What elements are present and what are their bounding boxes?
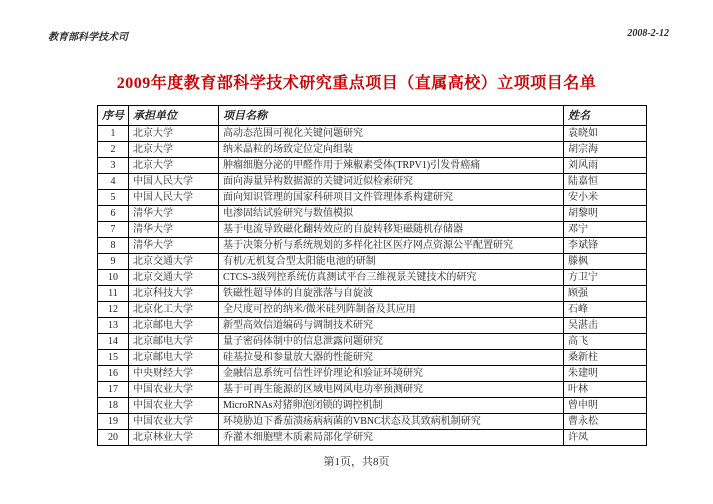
cell-unit: 北京化工大学 [129,302,219,318]
cell-name: 吴湛击 [564,318,647,334]
cell-no: 8 [98,238,129,254]
cell-name: 石峰 [564,302,647,318]
col-header-unit: 承担单位 [129,106,219,126]
table-row [98,350,647,366]
table-row [98,222,647,238]
cell-unit: 北京大学 [129,158,219,174]
cell-unit: 北京交通大学 [129,270,219,286]
cell-unit: 清华大学 [129,206,219,222]
cell-unit: 清华大学 [129,238,219,254]
table-row [98,302,647,318]
table-row [98,430,647,446]
cell-project: 有机/无机复合型太阳能电池的研制 [219,254,564,270]
department-header: 教育部科学技术司 [48,32,128,43]
cell-name: 曹永松 [564,414,647,430]
cell-name: 陆嘉恒 [564,174,647,190]
cell-name: 曾申明 [564,398,647,414]
page-number: 第1页，共8页 [323,456,390,468]
cell-project: 基于决策分析与系统规划的多样化社区医疗网点资源公平配置研究 [219,238,564,254]
cell-no: 9 [98,254,129,270]
cell-unit: 北京邮电大学 [129,318,219,334]
header-row [98,106,647,126]
cell-unit: 北京大学 [129,142,219,158]
cell-unit: 中国农业大学 [129,414,219,430]
table-row [98,238,647,254]
cell-no: 20 [98,430,129,446]
cell-project: 新型高效信道编码与调制技术研究 [219,318,564,334]
cell-project: 铁磁性超导体的自旋涨落与自旋波 [219,286,564,302]
cell-no: 14 [98,334,129,350]
table-row [98,158,647,174]
col-header-no: 序号 [98,106,129,126]
cell-no: 16 [98,366,129,382]
table-row [98,270,647,286]
cell-project: CTCS-3级列控系统仿真测试平台三维视景关键技术的研究 [219,270,564,286]
cell-name: 方卫宁 [564,270,647,286]
projects-table-container [97,105,646,446]
cell-project: 全尺度可控的纳米/微米硅列阵制备及其应用 [219,302,564,318]
cell-unit: 中央财经大学 [129,366,219,382]
cell-project: 面向知识管理的国家科研项目文件管理体系构建研究 [219,190,564,206]
col-header-project: 项目名称 [219,106,564,126]
cell-unit: 北京科技大学 [129,286,219,302]
table-row [98,254,647,270]
cell-no: 13 [98,318,129,334]
cell-name: 滕枫 [564,254,647,270]
cell-no: 15 [98,350,129,366]
cell-no: 1 [98,126,129,142]
projects-table [97,105,647,446]
cell-no: 3 [98,158,129,174]
table-row [98,190,647,206]
cell-no: 17 [98,382,129,398]
cell-name: 顾强 [564,286,647,302]
cell-project: 金融信息系统可信性评价理论和验证环境研究 [219,366,564,382]
cell-project: 电渗固结试验研究与数值模拟 [219,206,564,222]
cell-project: 硅基拉曼和参量放大器的性能研究 [219,350,564,366]
cell-no: 18 [98,398,129,414]
cell-no: 5 [98,190,129,206]
cell-project: 环境胁迫下番茄溃疡病病菌的VBNC状态及其致病机制研究 [219,414,564,430]
cell-no: 4 [98,174,129,190]
cell-name: 朱建明 [564,366,647,382]
page-title: 2009年度教育部科学技术研究重点项目（直属高校）立项项目名单 [116,75,597,92]
cell-name: 安小米 [564,190,647,206]
cell-name: 刘风雨 [564,158,647,174]
cell-name: 胡黎明 [564,206,647,222]
cell-project: 基于可再生能源的区域电网风电功率预测研究 [219,382,564,398]
cell-unit: 中国农业大学 [129,382,219,398]
cell-no: 19 [98,414,129,430]
col-header-name: 姓名 [564,106,647,126]
cell-name: 桑新柱 [564,350,647,366]
cell-unit: 中国人民大学 [129,190,219,206]
cell-unit: 清华大学 [129,222,219,238]
table-row [98,174,647,190]
cell-no: 2 [98,142,129,158]
cell-name: 邓宁 [564,222,647,238]
cell-no: 12 [98,302,129,318]
cell-unit: 北京林业大学 [129,430,219,446]
cell-project: 量子密码体制中的信息泄露问题研究 [219,334,564,350]
table-row [98,286,647,302]
cell-name: 袁晓如 [564,126,647,142]
cell-no: 7 [98,222,129,238]
cell-unit: 北京大学 [129,126,219,142]
table-row [98,398,647,414]
table-row [98,366,647,382]
cell-project: 乔灌木细胞壁木质素局部化学研究 [219,430,564,446]
cell-name: 胡宗海 [564,142,647,158]
date-stamp: 2008-2-12 [627,28,669,39]
table-row [98,142,647,158]
table-row [98,382,647,398]
cell-project: 肿瘤细胞分泌的甲醛作用于辣椒素受体(TRPV1)引发骨癌痛 [219,158,564,174]
table-body [98,126,647,446]
table-header [98,106,647,126]
cell-project: 面向海量异构数据源的关键词近似检索研究 [219,174,564,190]
cell-project: 纳米晶粒的场致定位定向组装 [219,142,564,158]
cell-name: 许凤 [564,430,647,446]
cell-unit: 北京邮电大学 [129,334,219,350]
table-row [98,334,647,350]
cell-unit: 中国农业大学 [129,398,219,414]
cell-unit: 北京邮电大学 [129,350,219,366]
table-row [98,206,647,222]
table-row [98,318,647,334]
cell-name: 李斌锋 [564,238,647,254]
cell-no: 11 [98,286,129,302]
cell-unit: 北京交通大学 [129,254,219,270]
cell-project: 基于电流导致磁化翻转效应的自旋转移矩磁随机存储器 [219,222,564,238]
cell-unit: 中国人民大学 [129,174,219,190]
cell-no: 10 [98,270,129,286]
table-row [98,126,647,142]
cell-name: 叶林 [564,382,647,398]
cell-project: 高动态范围可视化关键问题研究 [219,126,564,142]
cell-no: 6 [98,206,129,222]
cell-name: 高飞 [564,334,647,350]
table-row [98,414,647,430]
cell-project: MicroRNAs对猪卵泡闭锁的调控机制 [219,398,564,414]
